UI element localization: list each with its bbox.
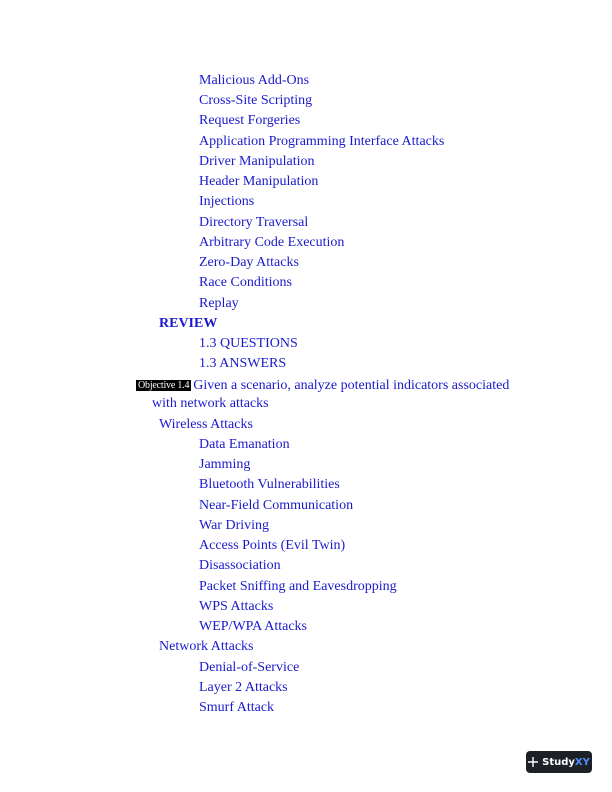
toc-link-1-3-answers[interactable]: 1.3 ANSWERS — [199, 356, 287, 371]
studyxy-xy: XY — [574, 756, 590, 768]
toc-link-malicious-add-ons[interactable]: Malicious Add-Ons — [199, 73, 310, 88]
toc-link-data-emanation[interactable]: Data Emanation — [199, 437, 290, 452]
plus-icon — [528, 757, 538, 767]
toc-link-evil-twin[interactable]: Access Points (Evil Twin) — [199, 538, 346, 553]
toc-link-network-attacks[interactable]: Network Attacks — [159, 639, 254, 654]
studyxy-study: Study — [542, 756, 575, 768]
toc-link-jamming[interactable]: Jamming — [199, 457, 251, 472]
toc-link-api-attacks[interactable]: Application Programming Interface Attacks — [199, 134, 445, 149]
toc-link-1-3-questions[interactable]: 1.3 QUESTIONS — [199, 336, 298, 351]
studyxy-wordmark — [542, 757, 590, 768]
toc-link-smurf-attack[interactable]: Smurf Attack — [199, 700, 275, 715]
toc-link-zero-day-attacks[interactable]: Zero-Day Attacks — [199, 255, 299, 270]
objective-heading[interactable] — [136, 377, 556, 412]
toc-link-wps-attacks[interactable]: WPS Attacks — [199, 599, 274, 614]
toc-link-bluetooth-vulnerabilities[interactable]: Bluetooth Vulnerabilities — [199, 477, 340, 492]
objective-title-line2[interactable]: with network attacks — [152, 395, 269, 411]
toc-link-race-conditions[interactable]: Race Conditions — [199, 275, 292, 290]
toc-link-war-driving[interactable]: War Driving — [199, 518, 270, 533]
studyxy-logo[interactable] — [526, 751, 592, 773]
objective-badge: Objective 1.4 — [138, 380, 190, 391]
toc-link-cross-site-scripting[interactable]: Cross-Site Scripting — [199, 93, 313, 108]
toc-link-directory-traversal[interactable]: Directory Traversal — [199, 215, 309, 230]
objective-title-line1[interactable]: Given a scenario, analyze potential indicators associated — [193, 378, 510, 393]
toc-link-disassociation[interactable]: Disassociation — [199, 558, 281, 573]
toc-link-request-forgeries[interactable]: Request Forgeries — [199, 113, 301, 128]
toc-link-layer-2-attacks[interactable]: Layer 2 Attacks — [199, 680, 288, 695]
toc-link-near-field-communication[interactable]: Near-Field Communication — [199, 498, 354, 513]
toc-link-driver-manipulation[interactable]: Driver Manipulation — [199, 154, 315, 169]
toc-link-header-manipulation[interactable]: Header Manipulation — [199, 174, 319, 189]
toc-link-replay[interactable]: Replay — [199, 296, 239, 311]
toc-link-review[interactable]: REVIEW — [159, 316, 218, 331]
toc-link-injections[interactable]: Injections — [199, 194, 255, 209]
toc-link-wireless-attacks[interactable]: Wireless Attacks — [159, 417, 253, 432]
toc-link-arbitrary-code-execution[interactable]: Arbitrary Code Execution — [199, 235, 345, 250]
toc-link-packet-sniffing[interactable]: Packet Sniffing and Eavesdropping — [199, 579, 397, 594]
toc-link-denial-of-service[interactable]: Denial-of-Service — [199, 660, 300, 675]
toc-link-wep-wpa-attacks[interactable]: WEP/WPA Attacks — [199, 619, 307, 634]
